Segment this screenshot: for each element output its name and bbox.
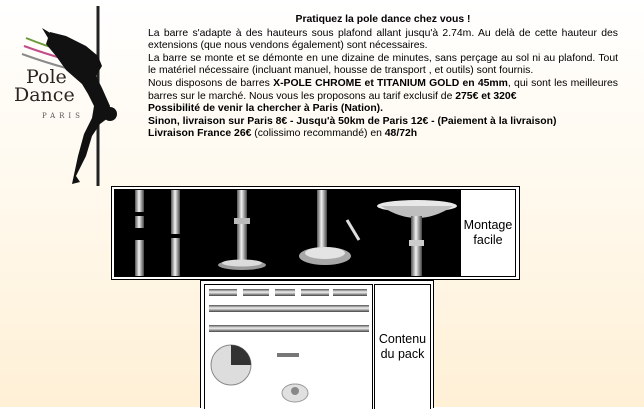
intro-paragraph-height: La barre s'adapte à des hauteurs sous plafond allant jusqu'à 2.74m. Au delà de cette hauteur des extensions (que nous vendons également) sont nécessaires. bbox=[148, 27, 618, 52]
easy-assembly-label: Montage facile bbox=[460, 189, 516, 277]
pack-contents-photo bbox=[204, 284, 373, 409]
intro-paragraph-delivery-france: Livraison France 26€ (colissimo recommandé) en 48/72h bbox=[148, 128, 418, 140]
intro-paragraph-mounting: La barre se monte et se démonte en une dizaine de minutes, sans perçage au sol ni au plafond. Tout le matériel nécessaire (incluant manuel, housse de transport , et outils) sont fournis. bbox=[148, 52, 618, 77]
logo-text-pole: Pole bbox=[26, 66, 67, 88]
pole-joints-image bbox=[115, 190, 199, 276]
pack-contents-image bbox=[205, 285, 372, 409]
pole-base-image bbox=[201, 190, 285, 276]
pole-dome-photo bbox=[286, 189, 374, 277]
assembly-gallery-table bbox=[111, 186, 520, 280]
pack-contents-label: Contenu du pack bbox=[374, 284, 431, 409]
page-title: Pratiquez la pole dance chez vous ! bbox=[295, 14, 471, 25]
pole-dance-paris-logo bbox=[6, 6, 130, 186]
pole-base-photo bbox=[200, 189, 286, 277]
pole-top-photo bbox=[374, 189, 460, 277]
intro-text-block bbox=[148, 14, 618, 141]
intro-paragraph-models: Nous disposons de barres X-POLE CHROME et TITANIUM GOLD en 45mm, qui sont les meilleures barres sur le marché. Nous vous les proposons au tarif exclusif de 275€ et 320€ bbox=[148, 77, 618, 102]
intro-paragraph-pickup: Possibilité de venir la chercher à Paris (Nation). bbox=[148, 103, 384, 115]
pole-dome-image bbox=[287, 190, 373, 276]
logo-text-dance: Dance bbox=[14, 84, 75, 106]
pole-joints-photo bbox=[114, 189, 200, 277]
logo-text-paris: PARIS bbox=[42, 112, 84, 120]
intro-paragraph-delivery-paris: Sinon, livraison sur Paris 8€ - Jusqu'à 50km de Paris 12€ - (Paiement à la livraison) bbox=[148, 115, 557, 127]
pole-top-image bbox=[375, 190, 459, 276]
pack-contents-table bbox=[200, 280, 434, 408]
